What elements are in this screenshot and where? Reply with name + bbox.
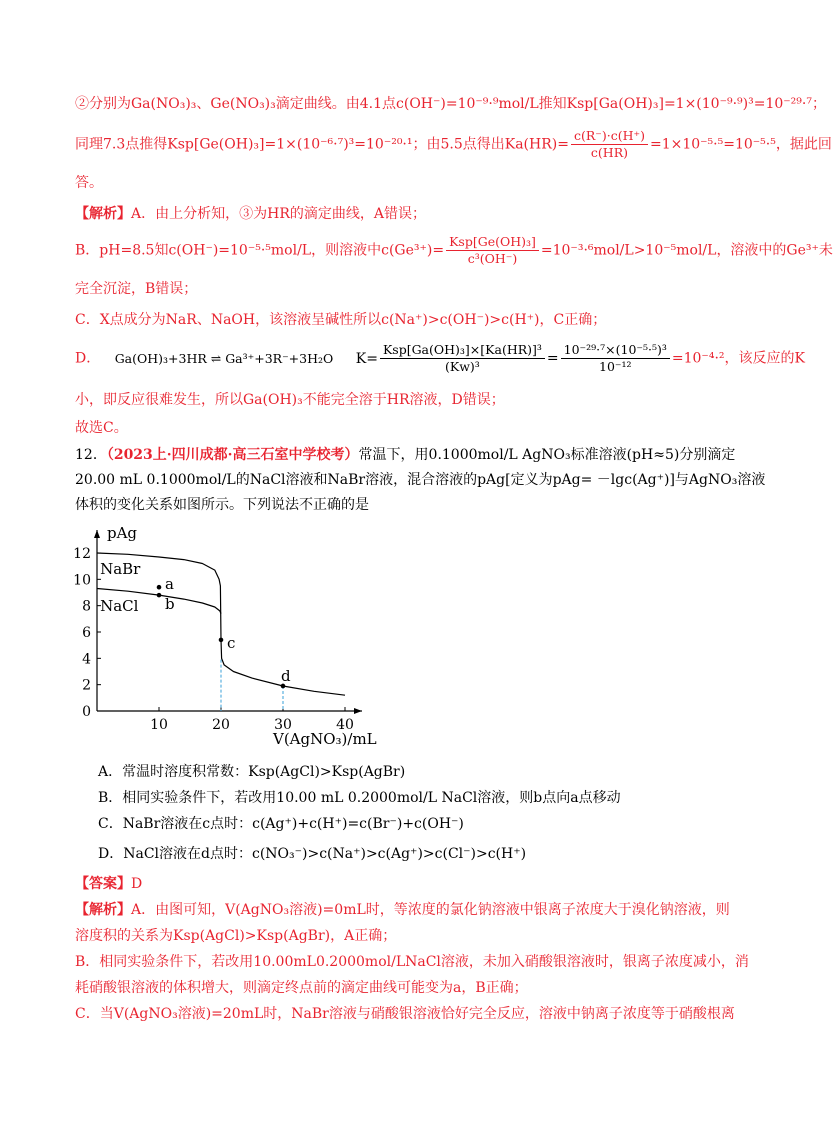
analysis-line-2a: 同理7.3点推得Ksp[Ge(OH)₃]=1×(10⁻⁶·⁷)³=10⁻²⁰·¹；由5.5点得出Ka(HR)= [75,136,569,153]
y-tick-label: 2 [82,677,91,694]
ge-denominator: c³(OH⁻) [467,251,518,266]
question-text-1: 常温下，用0.1000mol/L AgNO₃标准溶液(pH≈5)分别滴定 [358,447,736,463]
k-numerator-1: Ksp[Ga(OH)₃]×[Ka(HR)]³ [380,342,545,359]
question-line-2: 20.00 mL 0.1000mol/L的NaCl溶液和NaBr溶液，混合溶液的pAg[定义为pAg= －lgc(Ag⁺)]与AgNO₃溶液 [75,472,766,488]
k-label: K= [355,350,378,367]
analysis-b-text-1: B．pH=8.5知c(OH⁻)=10⁻⁵·⁵mol/L，则溶液中c(Ge³⁺)= [75,242,445,259]
y-tick-label: 12 [73,546,91,562]
analysis-line-3: 答。 [75,175,103,191]
analysis-line-1: ②分别为Ga(NO₃)₃、Ge(NO₃)₃滴定曲线。由4.1点c(OH⁻)=10⁻⁹·⁹mol/L推知Ksp[Ga(OH)₃]=1×(10⁻⁹·⁹)³=10⁻²⁹·⁷； [75,96,826,112]
analysis-b [75,234,833,267]
point-label-c: c [227,633,236,652]
ge-numerator: Ksp[Ge(OH)₃] [446,234,539,251]
solution-text-1: A．由图可知，V(AgNO₃溶液)=0mL时，等浓度的氯化钠溶液中银离子浓度大于溴化钠溶液，则 [131,902,730,918]
solution-line-4: 耗硝酸银溶液的体积增大，则滴定终点前的滴定曲线可能变为a，B正确； [75,980,528,996]
ge-fraction [446,234,539,267]
point-label-d: d [281,666,291,685]
x-tick-label: 30 [274,717,292,733]
ka-denominator: c(HR) [590,145,628,160]
y-tick-label: 8 [82,598,91,615]
x-tick-label: 20 [212,717,230,733]
y-axis-arrow [94,530,100,538]
point-label-a: a [165,575,174,594]
k-numerator-2: 10⁻²⁹·⁷×(10⁻⁵·⁵)³ [561,342,670,359]
analysis-line-2 [75,128,832,161]
solution-line-3: B．相同实验条件下，若改用10.00mL0.2000mol/LNaCl溶液，未加入硝酸银溶液时，银离子浓度减小，消 [75,954,749,970]
analysis-c: C．X点成分为NaR、NaOH，该溶液呈碱性所以c(Na⁺)>c(OH⁻)>c(H⁺)，C正确； [75,312,607,328]
solution-line-1 [75,901,730,919]
analysis-conclusion: 故选C。 [75,420,128,436]
x-tick-label: 10 [150,717,168,733]
analysis-b-cont: 完全沉淀，B错误； [75,281,198,297]
titration-chart [75,518,375,748]
question-number: 12． [75,447,107,463]
ka-numerator: c(R⁻)·c(H⁺) [571,128,648,145]
k-denominator-1: (Kw)³ [445,359,480,374]
y-axis-label: pAg [107,524,138,542]
y-tick-label: 0 [82,704,91,720]
y-tick-label: 4 [82,651,91,668]
option-c: C．NaBr溶液在c点时：c(Ag⁺)+c(H⁺)=c(Br⁻)+c(OH⁻) [98,816,464,832]
k-denominator-2: 10⁻¹² [599,359,632,374]
option-b: B．相同实验条件下，若改用10.00 mL 0.2000mol/L NaCl溶液，则b点向a点移动 [98,790,621,806]
option-d: D．NaCl溶液在d点时：c(NO₃⁻)>c(Na⁺)>c(Ag⁺)>c(Cl⁻)>c(H⁺) [98,846,527,862]
answer-value: D [131,876,143,892]
analysis-a-text: A．由上分析知，③为HR的滴定曲线，A错误； [131,206,426,222]
answer-tag: 【答案】 [75,876,131,892]
x-axis-label: V(AgNO₃)/mL [273,730,377,748]
option-a: A．常温时溶度积常数：Ksp(AgCl)>Ksp(AgBr) [98,764,406,780]
analysis-tag: 【解析】 [75,206,131,222]
analysis-line-2b: =1×10⁻⁵·⁵=10⁻⁵·⁵，据此回 [649,136,832,153]
reaction-equation: Ga(OH)₃+3HR ⇌ Ga³⁺+3R⁻+3H₂O [114,350,334,366]
analysis-a [75,205,426,223]
question-line-1 [75,446,735,464]
x-axis-arrow [354,708,362,714]
analysis-d-cont: 小，即反应很难发生，所以Ga(OH)₃不能完全溶于HR溶液，D错误； [75,392,505,408]
point-b [157,593,162,598]
solution-tag: 【解析】 [75,902,131,918]
analysis-d: D． Ga(OH)₃+3HR ⇌ Ga³⁺+3R⁻+3H₂O K= $\frac{\text{Ksp[Ga(OH)₃]×[Ka(HR)]³}}{\text{(Kw)³}}$ = $\frac{\text{10⁻²⁹·⁷×(10⁻⁵·⁵)³}}{\text{10⁻¹²}}$ =10⁻⁴·²，该反应的K [75,342,805,374]
solution-line-5: C．当V(AgNO₃溶液)=20mL时，NaBr溶液与硝酸银溶液恰好完全反应，溶液中钠离子浓度等于硝酸根离 [75,1006,735,1022]
analysis-d-label: D． [75,350,101,367]
point-c [219,638,224,643]
k-fraction-2 [561,342,670,375]
question-source: （2023上·四川成都·高三石室中学校考） [106,447,359,463]
analysis-b-text-2: =10⁻³·⁶mol/L>10⁻⁵mol/L，溶液中的Ge³⁺未 [540,242,833,259]
answer-line [75,875,142,893]
ka-fraction [571,128,648,161]
k-result: =10⁻⁴·²，该反应的K [671,350,805,367]
solution-line-2: 溶度积的关系为Ksp(AgCl)>Ksp(AgBr)，A正确； [75,928,397,944]
legend-nabr: NaBr [100,560,141,579]
point-a [157,585,162,590]
question-line-3: 体积的变化关系如图所示。下列说法不正确的是 [75,497,369,513]
point-label-b: b [165,595,175,614]
x-tick-label: 40 [336,717,354,733]
k-fraction-1 [380,342,545,375]
y-tick-label: 10 [73,572,91,589]
y-tick-label: 6 [82,625,91,641]
legend-nacl: NaCl [100,596,139,615]
